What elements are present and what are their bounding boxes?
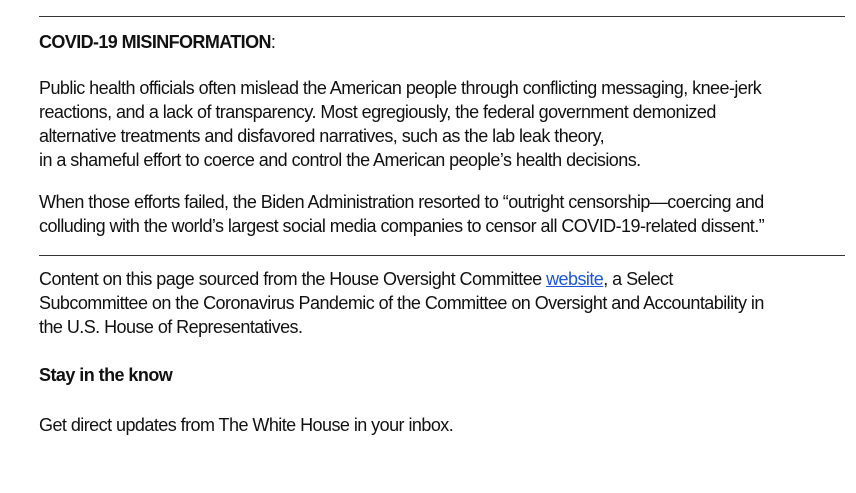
section-heading [39, 30, 845, 54]
source-text-before-link: Content on this page sourced from the House Oversight Committee [39, 269, 547, 289]
paragraph-2-line: colluding with the world’s largest social media companies to censor all COVID-19-related dissent.” [39, 216, 765, 236]
website-link[interactable]: website [546, 269, 604, 289]
misinformation-paragraph-1 [39, 76, 845, 172]
paragraph-1-line: alternative treatments and disfavored narratives, such as the lab leak theory, [39, 126, 605, 146]
newsletter-description: Get direct updates from The White House in your inbox. [39, 415, 454, 435]
misinformation-paragraph-2 [39, 190, 845, 238]
paragraph-2-line: When those efforts failed, the Biden Administration resorted to “outright censorship—coercing and [39, 192, 764, 212]
paragraph-1-line: Public health officials often mislead the American people through conflicting messaging, knee-jerk [39, 78, 762, 98]
source-text-after-link: , a Select [603, 269, 673, 289]
newsletter-title: Stay in the know [39, 365, 173, 385]
top-divider [39, 16, 845, 17]
source-line-2: Subcommittee on the Coronavirus Pandemic of the Committee on Oversight and Accountability in [39, 293, 764, 313]
section-heading-colon: : [270, 32, 276, 52]
source-attribution [39, 267, 845, 339]
page-content [39, 0, 845, 437]
middle-divider [39, 255, 845, 256]
source-line-1 [39, 267, 845, 291]
paragraph-1-line: in a shameful effort to coerce and control the American people’s health decisions. [39, 150, 641, 170]
paragraph-1-line: reactions, and a lack of transparency. Most egregiously, the federal government demonized [39, 102, 716, 122]
section-heading-title: COVID-19 MISINFORMATION [39, 32, 271, 52]
source-line-3: the U.S. House of Representatives. [39, 317, 303, 337]
